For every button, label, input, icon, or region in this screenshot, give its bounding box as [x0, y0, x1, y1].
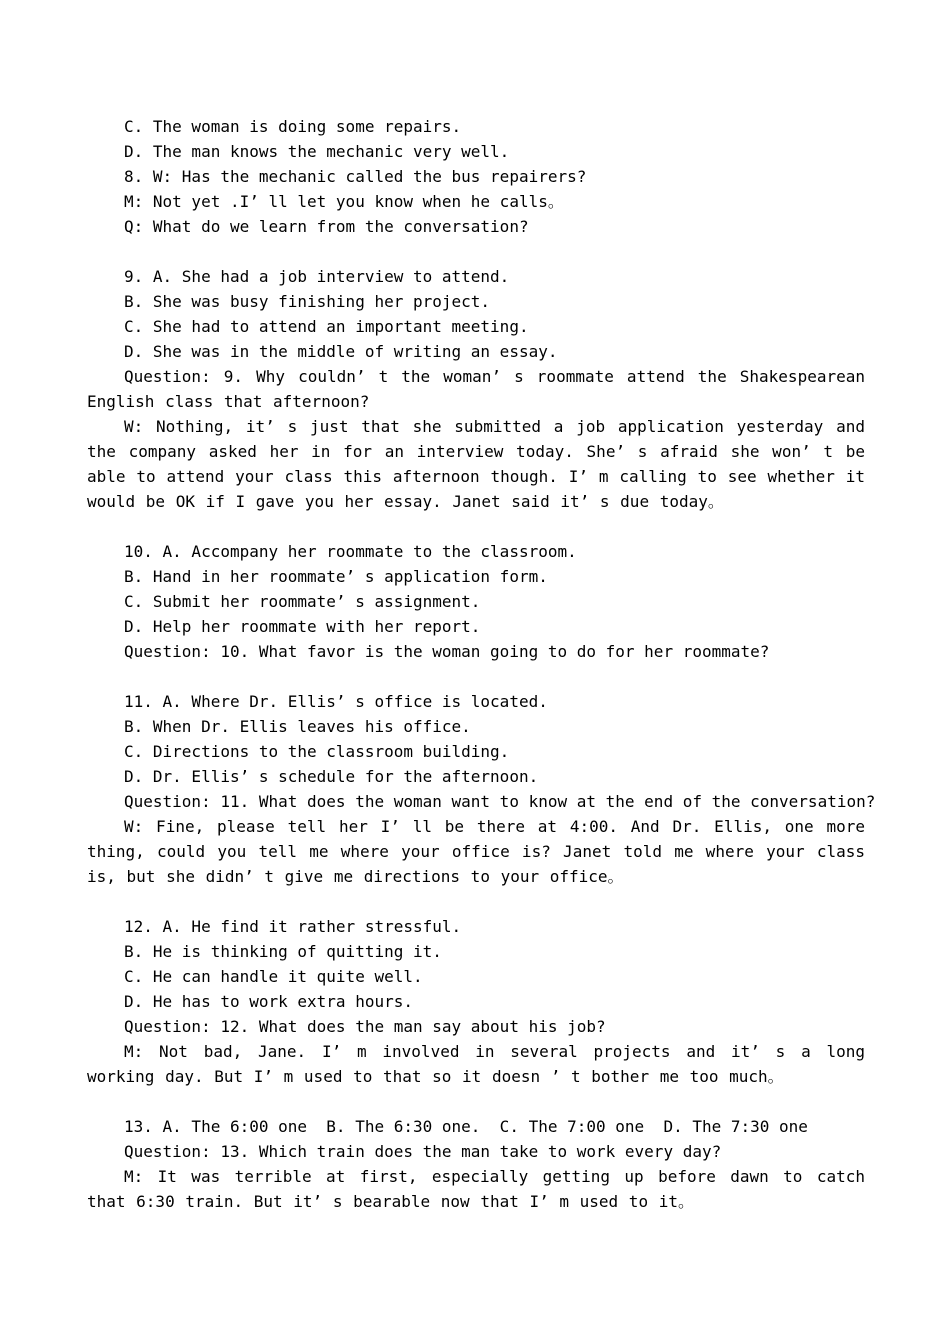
question-text: Question: 9. Why couldn’ t the woman’ s roommate attend the Shakespearean English class that afternoon? — [87, 367, 865, 411]
option-line: B. When Dr. Ellis leaves his office. — [124, 717, 471, 736]
option-line: 11. A. Where Dr. Ellis’ s office is located. — [124, 692, 548, 711]
transcript-text: W: Nothing, it’ s just that she submitted a job application yesterday and the company asked her in for an interview today. She’ s afraid she won’ t be able to attend your class this afternoon though. I’ m calling to see whether it would be OK if I gave you her essay. Janet said it’ s due today。 — [87, 417, 865, 511]
option-line: D. Help her roommate with her report. — [124, 617, 481, 636]
question-11-block — [87, 689, 876, 889]
option-line: C. He can handle it quite well. — [124, 967, 423, 986]
dialogue-line: 8. W: Has the mechanic called the bus repairers? — [124, 167, 587, 186]
blank-line — [87, 889, 865, 914]
option-line: C. Submit her roommate’ s assignment. — [124, 592, 481, 611]
option-line: D. The man knows the mechanic very well. — [124, 142, 510, 161]
question-text: Question: 13. Which train does the man take to work every day? — [124, 1142, 722, 1161]
option-line: D. She was in the middle of writing an essay. — [124, 342, 558, 361]
blank-line — [87, 514, 865, 539]
transcript-text: M: It was terrible at first, especially getting up before dawn to catch that 6:30 train. But it’ s bearable now that I’ m used to it。 — [87, 1167, 865, 1211]
option-line: D. He has to work extra hours. — [124, 992, 413, 1011]
option-line: 9. A. She had a job interview to attend. — [124, 267, 510, 286]
question-line: Q: What do we learn from the conversation? — [124, 217, 529, 236]
question-12-block — [87, 914, 865, 1089]
transcript-text: W: Fine, please tell her I’ ll be there at 4:00. And Dr. Ellis, one more thing, could you tell me where your office is? Janet told me where your class is, but she didn’ t give me directions to your office。 — [87, 817, 865, 886]
document-body — [87, 114, 876, 1214]
option-line: 12. A. He find it rather stressful. — [124, 917, 462, 936]
option-line: C. Directions to the classroom building. — [124, 742, 510, 761]
option-line: B. She was busy finishing her project. — [124, 292, 491, 311]
blank-line — [87, 1089, 865, 1114]
blank-line — [87, 664, 865, 689]
question-10-block — [87, 539, 865, 664]
blank-line — [87, 239, 865, 264]
option-line: 10. A. Accompany her roommate to the classroom. — [124, 542, 577, 561]
option-line: C. She had to attend an important meeting. — [124, 317, 529, 336]
option-line: D. Dr. Ellis’ s schedule for the afternoon. — [124, 767, 539, 786]
transcript-text: M: Not bad, Jane. I’ m involved in several projects and it’ s a long working day. But I’ m used to that so it doesn ’ t bother me too much。 — [87, 1042, 865, 1086]
question-8-block — [87, 114, 865, 239]
question-9-block — [87, 264, 865, 514]
question-text: Question: 10. What favor is the woman going to do for her roommate? — [124, 642, 770, 661]
option-line: 13. A. The 6:00 one B. The 6:30 one. C. The 7:00 one D. The 7:30 one — [124, 1117, 808, 1136]
question-text: Question: 11. What does the woman want to know at the end of the conversation? — [124, 792, 876, 811]
option-line: B. Hand in her roommate’ s application form. — [124, 567, 548, 586]
question-13-block — [87, 1114, 865, 1214]
question-text: Question: 12. What does the man say about his job? — [124, 1017, 606, 1036]
option-line: B. He is thinking of quitting it. — [124, 942, 442, 961]
dialogue-line: M: Not yet .I’ ll let you know when he calls。 — [124, 192, 564, 211]
option-line: C. The woman is doing some repairs. — [124, 117, 462, 136]
